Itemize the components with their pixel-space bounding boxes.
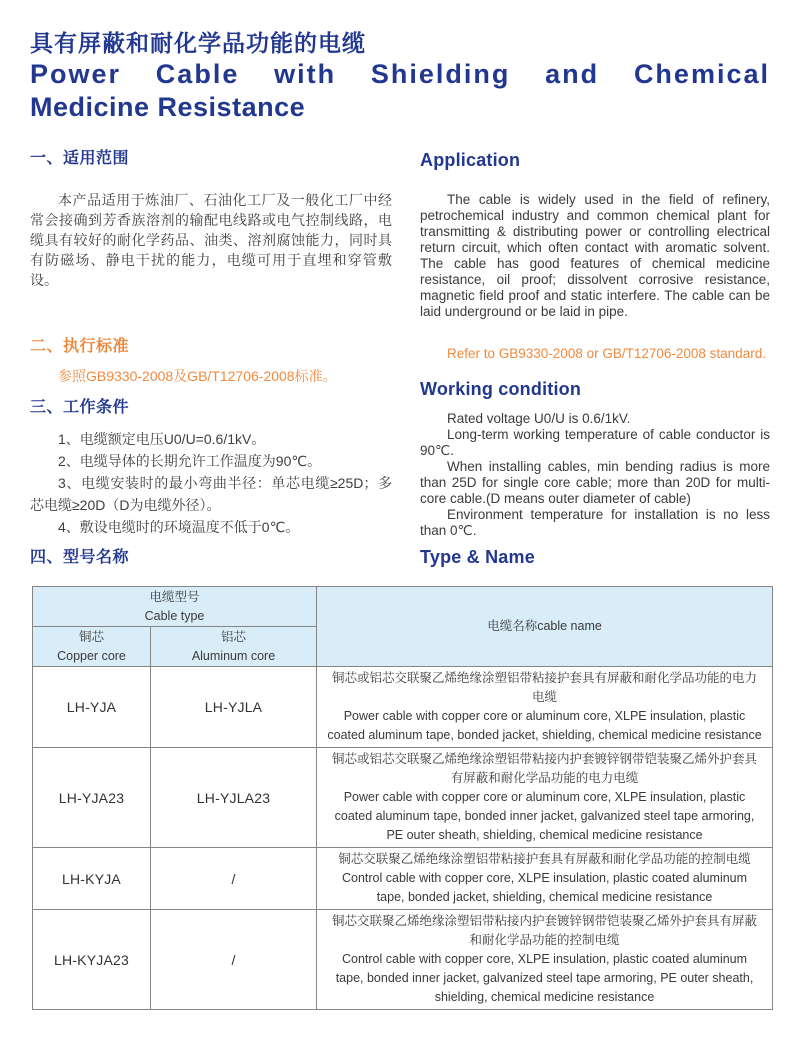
copper-core-label-en: Copper core xyxy=(57,648,126,663)
working-heading-zh: 三、工作条件 xyxy=(30,399,130,416)
working-item-en: Environment temperature for installation is no less than 0℃. xyxy=(420,507,770,538)
standard-text-zh: 参照GB9330-2008及GB/T12706-2008标准。 xyxy=(58,368,337,384)
table-row xyxy=(33,910,773,1010)
copper-type-cell: LH-YJA23 xyxy=(33,748,151,848)
type-name-heading-zh: 四、型号名称 xyxy=(30,549,130,566)
cable-name-zh: 铜芯交联聚乙烯绝缘涂塑铝带粘接护套具有屏蔽和耐化学品功能的控制电缆 xyxy=(338,852,751,866)
table-header-aluminum-core xyxy=(151,627,317,667)
copper-type-cell: LH-KYJA23 xyxy=(33,910,151,1010)
cable-name-cell xyxy=(317,910,773,1010)
cable-name-zh: 铜芯或铝芯交联聚乙烯绝缘涂塑铝带粘接护套具有屏蔽和耐化学品功能的电力电缆 xyxy=(332,671,758,704)
scope-paragraph-zh: 本产品适用于炼油厂、石油化工厂及一般化工厂中经常会接确到芳香族溶剂的输配电线路或电气控制线路，电缆具有较好的耐化学药品、油类、溶剂腐蚀能力，同时具有防磁场、静电干扰的能力，电缆可用于直埋和穿管敷设。 xyxy=(30,192,392,288)
cable-name-en: Power cable with copper core or aluminum core, XLPE insulation, plastic coated aluminum tape, bonded inner jacket, galvanized steel tape armoring, PE outer sheath, shielding, chemical medicine resistance xyxy=(334,790,755,842)
cable-name-cell xyxy=(317,848,773,910)
cable-name-en: Control cable with copper core, XLPE insulation, plastic coated aluminum tape, bonded jacket, shielding, chemical medicine resistance xyxy=(341,871,748,904)
standard-text-en: Refer to GB9330-2008 or GB/T12706-2008 standard. xyxy=(447,346,766,361)
cable-type-label-en: Cable type xyxy=(144,608,205,623)
application-paragraph-en: The cable is widely used in the field of refinery, petrochemical industry and common chemical plant for transmitting & distributing power or controlling electrical return circuit, which often contact with aromatic solvent. The cable has good features of chemical medicine resistance, oil proof; dissolvent corrosive resistance, magnetic field proof and static interfere. The cable can be laid underground or be laid in pipe. xyxy=(420,192,770,319)
working-item-en: When installing cables, min bending radius is more than 25D for single core cable; more than 20D for multi-core cable.(D means outer diameter of cable) xyxy=(420,459,770,506)
title-block xyxy=(30,28,770,124)
page-title-zh: 具有屏蔽和耐化学品功能的电缆 xyxy=(30,30,366,56)
aluminum-core-label-en: Aluminum core xyxy=(191,648,276,663)
working-item-zh: 3、电缆安装时的最小弯曲半径：单芯电缆≥25D；多芯电缆≥20D（D为电缆外径）。 xyxy=(30,475,392,513)
cable-name-zh: 铜芯交联聚乙烯绝缘涂塑铝带粘接内护套镀锌钢带铠装聚乙烯外护套具有屏蔽和耐化学品功能的控制电缆 xyxy=(332,914,758,947)
working-item-zh: 4、敷设电缆时的环境温度不低于0℃。 xyxy=(58,519,300,535)
left-column-zh xyxy=(30,150,392,538)
right-column-en xyxy=(420,150,770,539)
cable-name-en: Power cable with copper core or aluminum core, XLPE insulation, plastic coated aluminum tape, bonded jacket, shielding, chemical medicine resistance xyxy=(327,709,762,742)
working-item-en: Rated voltage U0/U is 0.6/1kV. xyxy=(447,411,631,426)
aluminum-type-cell: / xyxy=(151,910,317,1010)
cable-type-label-zh: 电缆型号 xyxy=(149,589,200,604)
working-item-zh: 1、电缆额定电压U0/U=0.6/1kV。 xyxy=(58,431,266,447)
standard-heading-zh: 二、执行标准 xyxy=(30,338,130,355)
cable-type-table xyxy=(32,586,773,1010)
table-header-copper-core xyxy=(33,627,151,667)
page-title-en-line2: Medicine Resistance xyxy=(30,92,306,122)
working-item-en: Long-term working temperature of cable conductor is 90℃. xyxy=(420,427,770,458)
table-row xyxy=(33,848,773,910)
cable-name-cell xyxy=(317,748,773,848)
aluminum-type-cell: LH-YJLA23 xyxy=(151,748,317,848)
scope-heading-zh: 一、适用范围 xyxy=(30,150,130,167)
type-name-heading-en: Type & Name xyxy=(420,547,535,567)
cable-name-zh: 铜芯或铝芯交联聚乙烯绝缘涂塑铝带粘接内护套镀锌钢带铠装聚乙烯外护套具有屏蔽和耐化学品功能的电力电缆 xyxy=(332,752,758,785)
working-items-en xyxy=(420,411,770,539)
aluminum-type-cell: LH-YJLA xyxy=(151,667,317,748)
cable-name-en: Control cable with copper core, XLPE insulation, plastic coated aluminum tape, bonded inner jacket, galvanized steel tape armoring, PE outer sheath, shielding, chemical medicine resistance xyxy=(335,952,754,1004)
working-item-zh: 2、电缆导体的长期允许工作温度为90℃。 xyxy=(58,453,322,469)
table-row xyxy=(33,667,773,748)
copper-core-label-zh: 铜芯 xyxy=(78,629,104,644)
page-title-en-line1: Power Cable with Shielding and Chemical xyxy=(30,59,770,89)
working-heading-en: Working condition xyxy=(420,379,582,399)
aluminum-core-label-zh: 铝芯 xyxy=(221,629,247,644)
application-heading-en: Application xyxy=(420,150,521,170)
working-items-zh xyxy=(30,428,392,538)
table-header-cable-type xyxy=(33,587,317,627)
page-title-en xyxy=(30,58,770,124)
aluminum-type-cell: / xyxy=(151,848,317,910)
copper-type-cell: LH-KYJA xyxy=(33,848,151,910)
table-row xyxy=(33,748,773,848)
copper-type-cell: LH-YJA xyxy=(33,667,151,748)
cable-name-cell xyxy=(317,667,773,748)
table-header-cable-name: 电缆名称cable name xyxy=(317,587,773,667)
